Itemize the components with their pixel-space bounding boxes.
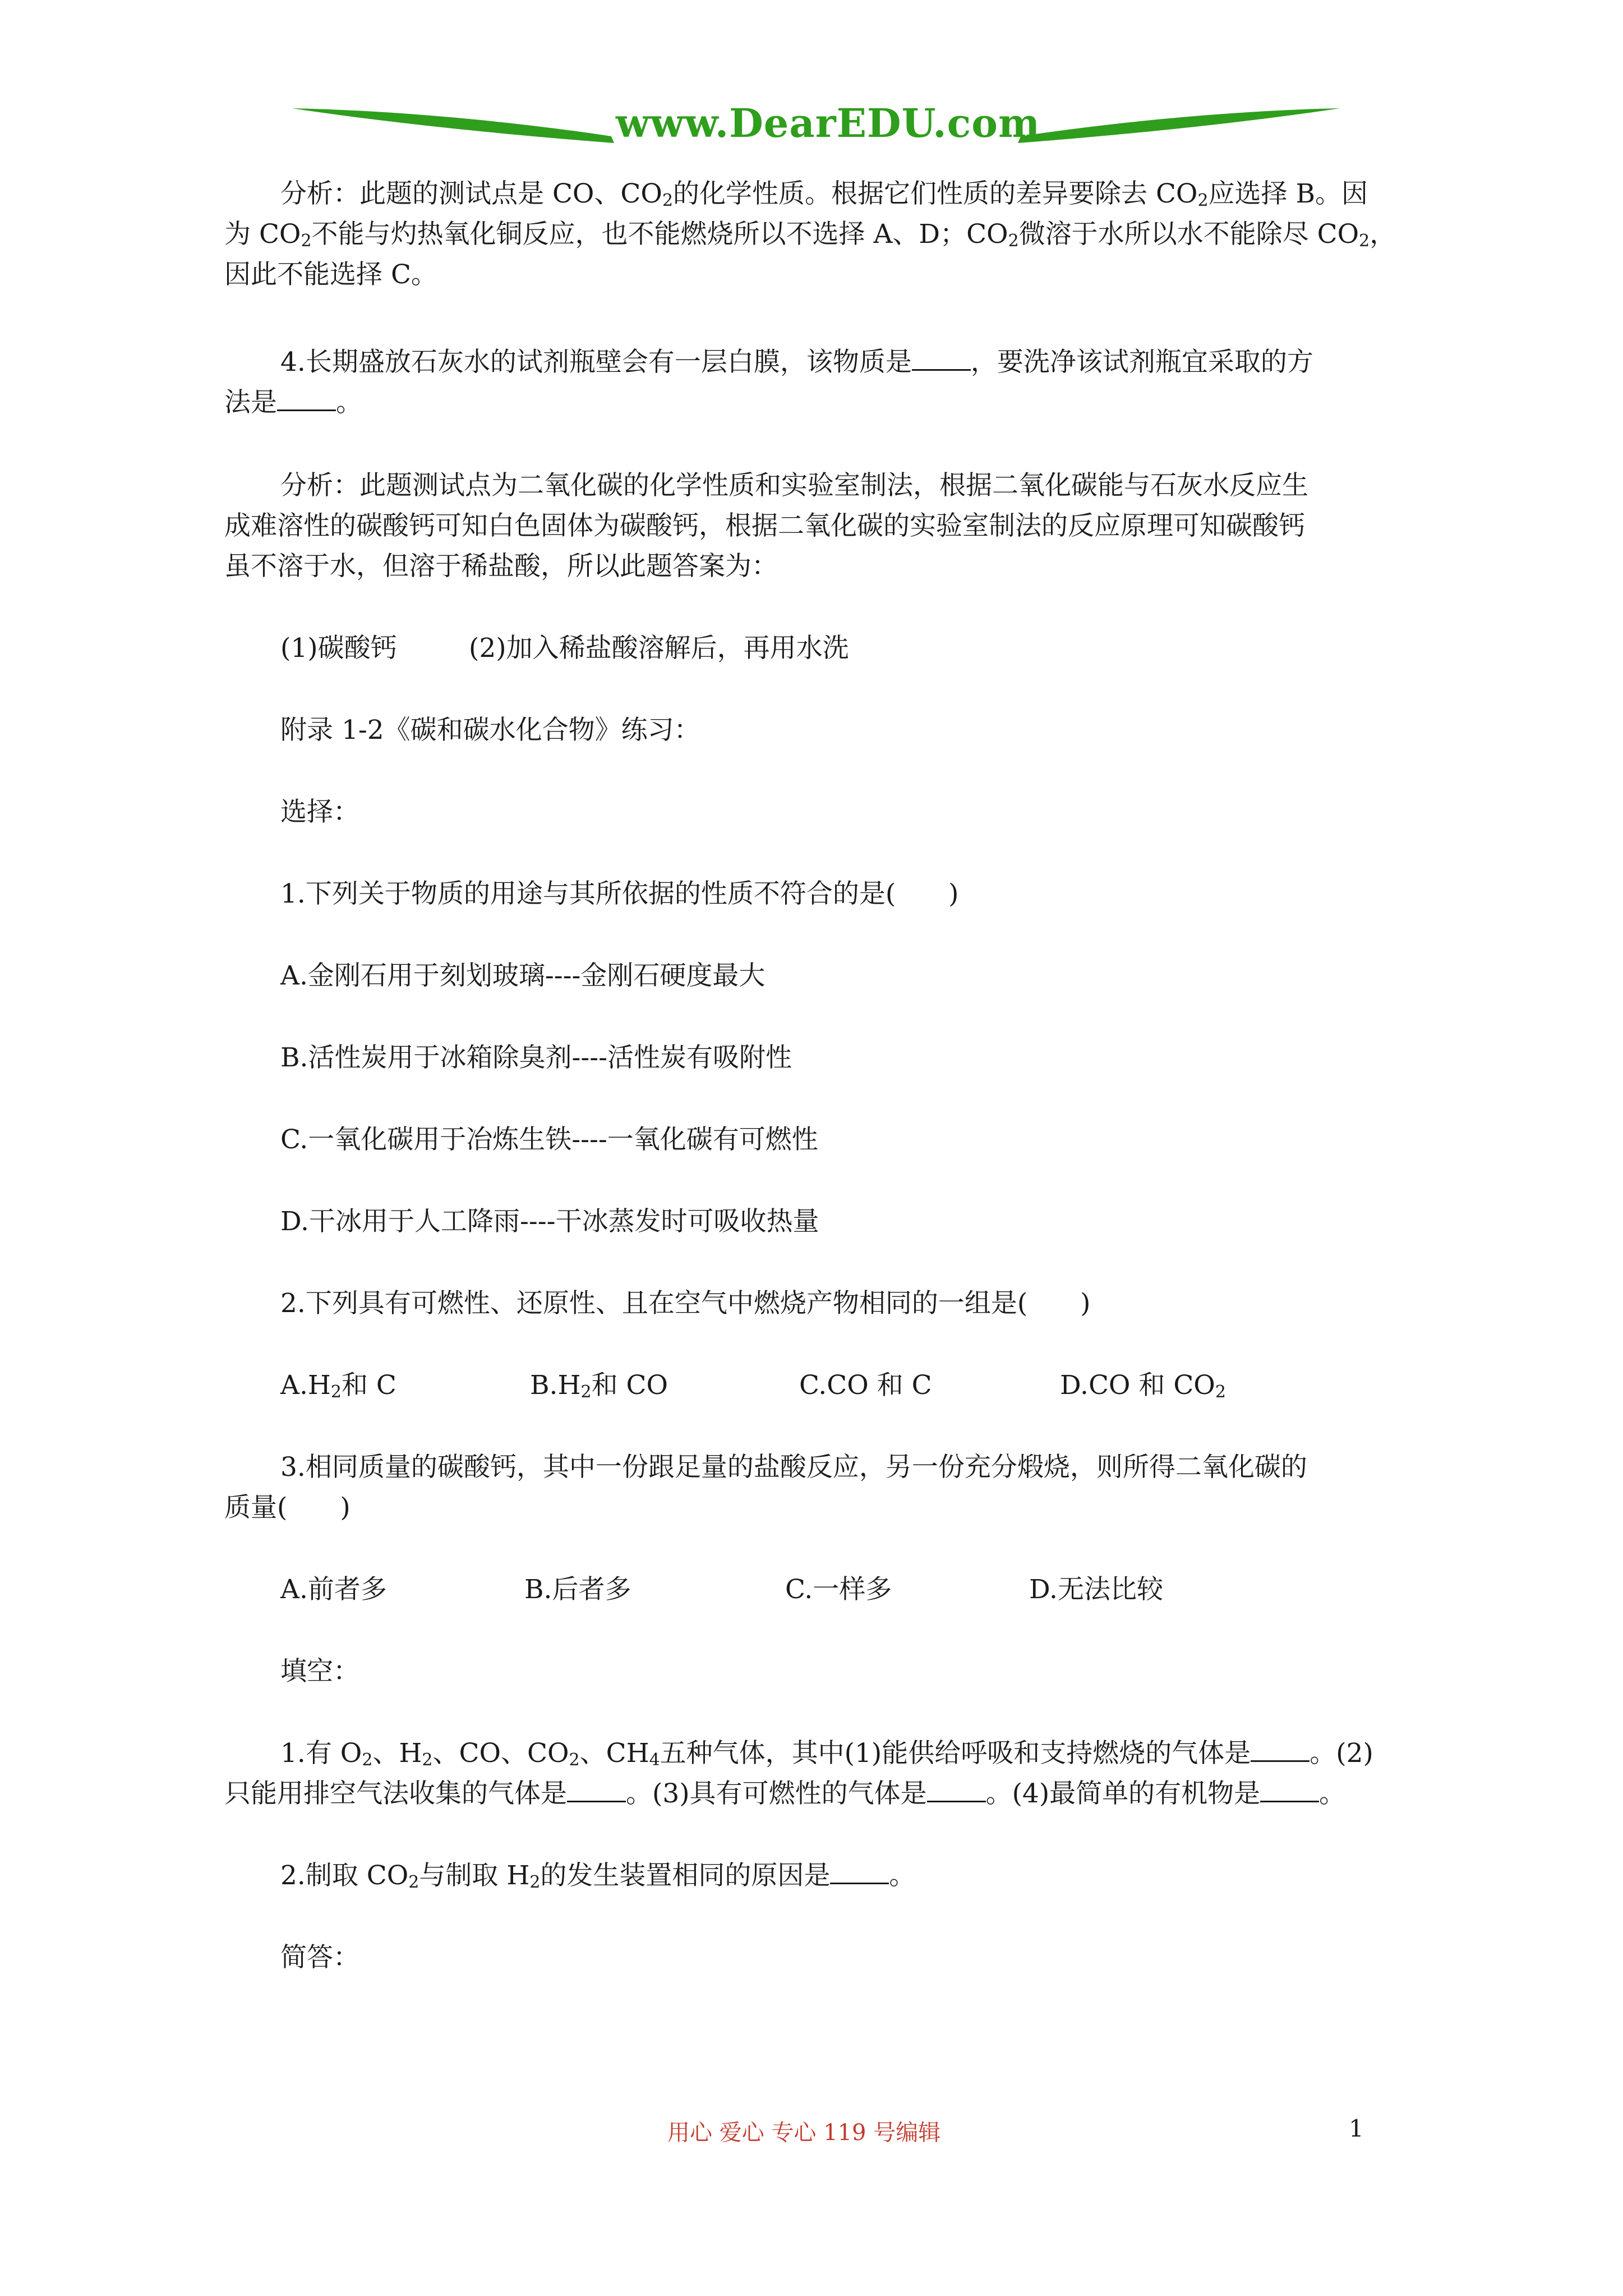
choice-q1-option-d: D.干冰用于人工降雨----干冰蒸发时可吸收热量 <box>280 1206 819 1237</box>
choice-q2-option-b: $B.H_2$和 CO <box>530 1370 668 1402</box>
choice-q1-option-c: C.一氧化碳用于冶炼生铁----一氧化碳有可燃性 <box>280 1124 818 1155</box>
answer-blank <box>927 1782 986 1802</box>
choice-q2-option-a: $A.H_2$和 C <box>280 1370 396 1402</box>
analysis1-line3: 因此不能选择 C。 <box>224 259 437 290</box>
fill-q1-line1: 1.有 $O_2$、$H_2$、CO、$CO_2$、$CH_4$五种气体，其中(1)能供给呼吸和支持燃烧的气体是 。(2) <box>280 1738 1373 1770</box>
answer-2: (2)加入稀盐酸溶解后，再用水洗 <box>469 633 849 664</box>
choice-q3-option-c: C.一样多 <box>785 1574 892 1605</box>
choice-q3-option-d: D.无法比较 <box>1029 1574 1163 1605</box>
answer-blank <box>830 1864 889 1884</box>
choice-q1-option-a: A.金刚石用于刻划玻璃----金刚石硬度最大 <box>280 960 766 991</box>
choice-heading: 选择： <box>280 797 359 827</box>
choice-q2-option-d: D.CO 和 $CO_2$ <box>1060 1370 1226 1402</box>
answer-blank <box>1260 1782 1319 1802</box>
page-footer: 用心 爱心 专心 119 号编辑 <box>667 2120 941 2146</box>
choice-q1-option-b: B.活性炭用于冰箱除臭剂----活性炭有吸附性 <box>280 1042 792 1073</box>
fill-q2: 2.制取 $CO_2$与制取 $H_2$的发生装置相同的原因是 。 <box>280 1860 916 1892</box>
analysis1-line2: 为 $CO_2$不能与灼热氧化铜反应，也不能燃烧所以不选择 A、D；$CO_2$微溶于水所以水不能除尽 $CO_2$， <box>224 219 1396 251</box>
analysis2-line2: 成难溶性的碳酸钙可知白色固体为碳酸钙，根据二氧化碳的实验室制法的反应原理可知碳酸钙 <box>224 510 1305 541</box>
question4-line2: 法是 。 <box>224 387 362 418</box>
short-answer-heading: 简答： <box>280 1942 359 1973</box>
site-header <box>292 93 1340 154</box>
fill-heading: 填空： <box>280 1656 359 1687</box>
choice-q3-option-a: A.前者多 <box>280 1574 387 1605</box>
fill-q1-line2: 只能用排空气法收集的气体是 。(3)具有可燃性的气体是 。(4)最简单的有机物是 。 <box>224 1778 1346 1809</box>
analysis2-line1: 分析：此题测试点为二氧化碳的化学性质和实验室制法，根据二氧化碳能与石灰水反应生 <box>280 470 1308 501</box>
choice-q3-option-b: B.后者多 <box>524 1574 631 1605</box>
page-number: 1 <box>1349 2115 1364 2142</box>
answer-blank <box>912 350 971 371</box>
choice-q2-stem: 2.下列具有可燃性、还原性、且在空气中燃烧产物相同的一组是( ) <box>280 1288 1091 1319</box>
site-logo-text[interactable]: www.DearEDU.com <box>616 100 1041 146</box>
answer-blank <box>277 390 336 411</box>
answer-blank <box>567 1782 626 1802</box>
choice-q1-stem: 1.下列关于物质的用途与其所依据的性质不符合的是( ) <box>280 878 959 909</box>
appendix-title: 附录 1-2《碳和碳水化合物》练习： <box>280 715 700 746</box>
question4-line1: 4.长期盛放石灰水的试剂瓶壁会有一层白膜，该物质是 ，要洗净该试剂瓶宜采取的方 <box>280 347 1313 378</box>
analysis1-line1: 分析：此题的测试点是 CO、$CO_2$的化学性质。根据它们性质的差异要除去 $CO_2$应选择 B。因 <box>280 178 1368 210</box>
choice-q3-line2: 质量( ) <box>224 1492 351 1523</box>
choice-q3-line1: 3.相同质量的碳酸钙，其中一份跟足量的盐酸反应，另一份充分煅烧，则所得二氧化碳的 <box>280 1452 1307 1483</box>
analysis2-line3: 虽不溶于水，但溶于稀盐酸，所以此题答案为： <box>224 551 778 582</box>
answer-1: (1)碳酸钙 <box>280 633 397 664</box>
choice-q2-option-c: C.CO 和 C <box>799 1370 932 1401</box>
answer-blank <box>1251 1741 1310 1762</box>
